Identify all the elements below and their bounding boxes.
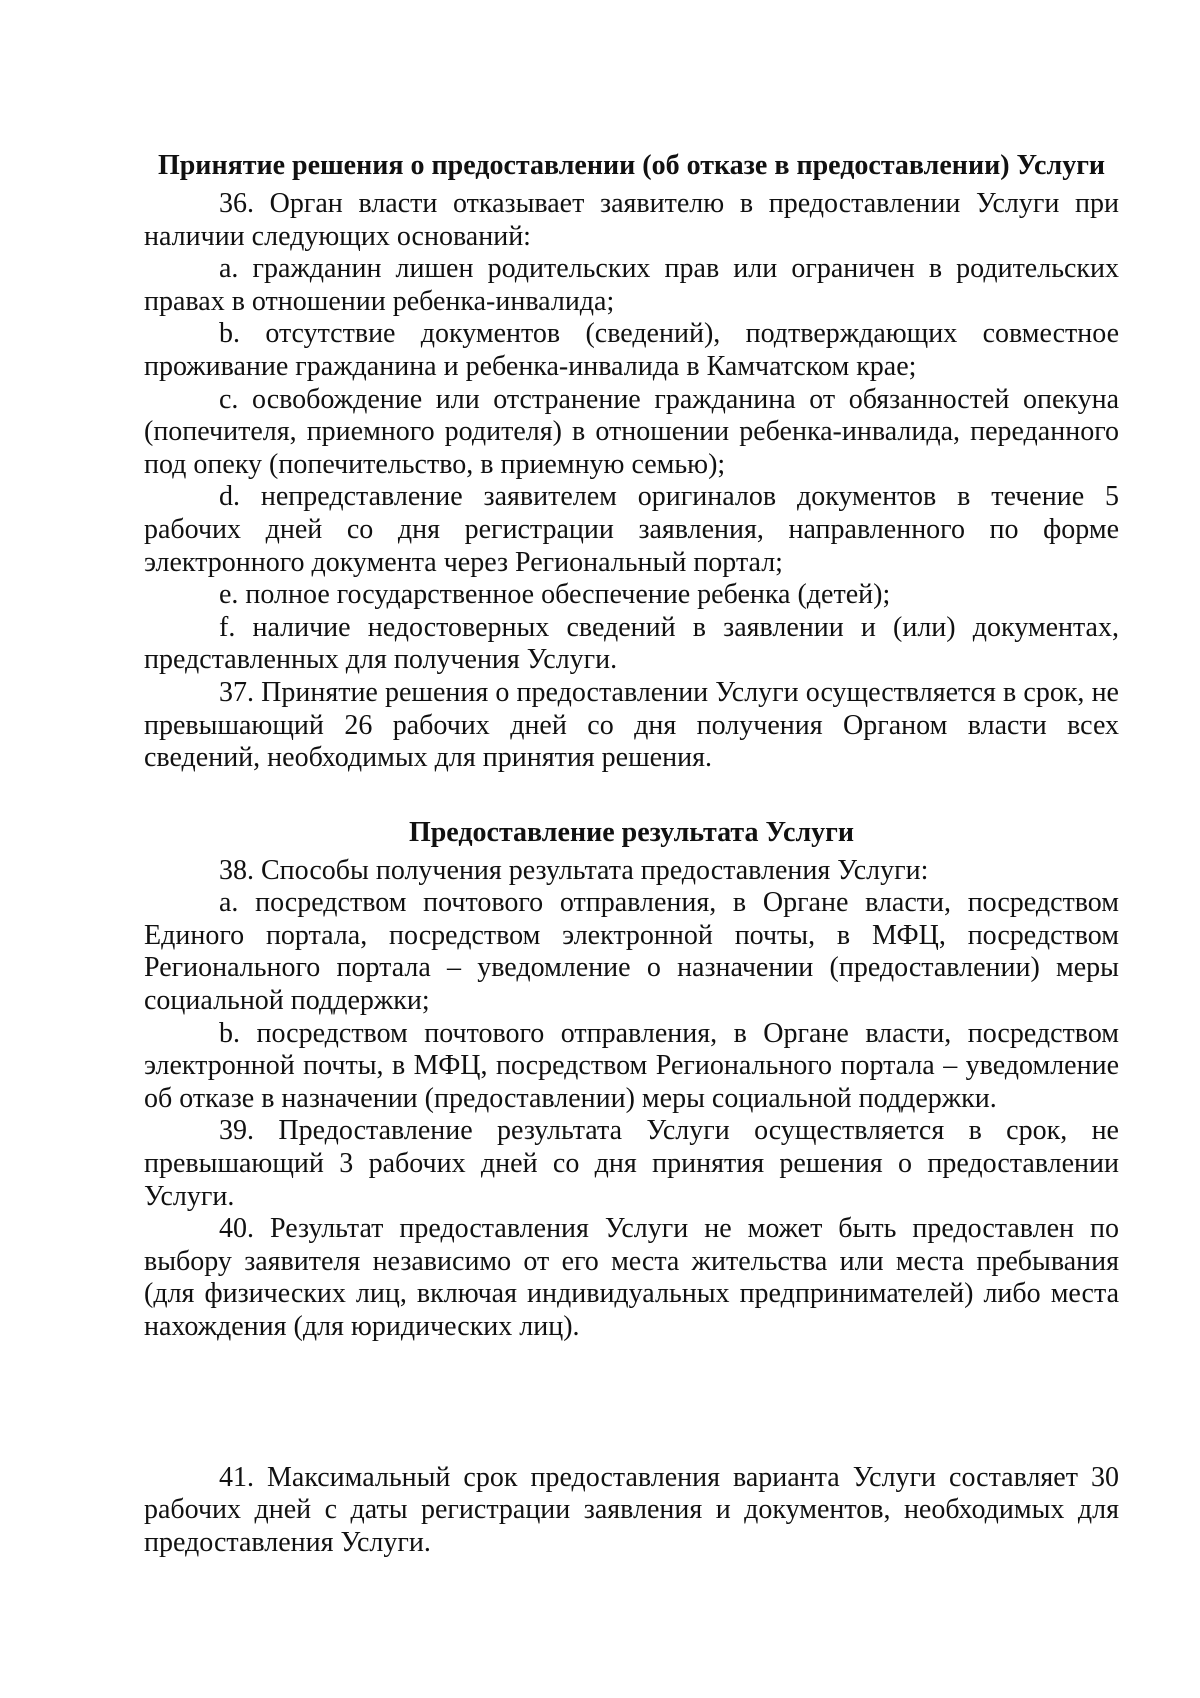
list-item-36-b: b. отсутствие документов (сведений), подтверждающих совместное проживание гражданина и ребенка-инвалида в Камчатском крае;	[144, 318, 1119, 382]
list-item-36-a: a. гражданин лишен родительских прав или ограничен в родительских правах в отношении ребенка-инвалида;	[144, 253, 1119, 317]
paragraph-40: 40. Результат предоставления Услуги не может быть предоставлен по выбору заявителя независимо от его места жительства или места пребывания (для физических лиц, включая индивидуальных предпринимателей) либо места нахождения (для юридических лиц).	[144, 1213, 1119, 1342]
list-item-38-a: a. посредством почтового отправления, в Органе власти, посредством Единого портала, посредством электронной почты, в МФЦ, посредством Регионального портала – уведомление о назначении (предоставлении) меры социальной поддержки;	[144, 887, 1119, 1017]
document-page	[144, 150, 1119, 1559]
paragraph-41: 41. Максимальный срок предоставления варианта Услуги составляет 30 рабочих дней с даты регистрации заявления и документов, необходимых для предоставления Услуги.	[144, 1461, 1119, 1558]
spacer	[144, 1344, 1119, 1462]
list-item-36-f: f. наличие недостоверных сведений в заявлении и (или) документах, представленных для получения Услуги.	[144, 611, 1119, 676]
paragraph-39: 39. Предоставление результата Услуги осуществляется в срок, не превышающий 3 рабочих дней со дня принятия решения о предоставлении Услуги.	[144, 1115, 1119, 1212]
spacer	[144, 775, 1119, 817]
list-item-36-d: d. непредставление заявителем оригиналов документов в течение 5 рабочих дней со дня регистрации заявления, направленного по форме электронного документа через Региональный портал;	[144, 481, 1119, 578]
section-heading-result: Предоставление результата Услуги	[408, 816, 855, 848]
list-item-36-e: e. полное государственное обеспечение ребенка (детей);	[219, 579, 891, 611]
paragraph-36: 36. Орган власти отказывает заявителю в предоставлении Услуги при наличии следующих оснований:	[144, 188, 1119, 252]
list-item-36-c: c. освобождение или отстранение гражданина от обязанностей опекуна (попечителя, приемного родителя) в отношении ребенка-инвалида, переданного под опеку (попечительство, в приемную семью);	[144, 383, 1119, 480]
list-item-38-b: b. посредством почтового отправления, в Органе власти, посредством электронной почты, в МФЦ, посредством Регионального портала – уведомление об отказе в назначении (предоставлении) меры социальной поддержки.	[144, 1017, 1119, 1114]
paragraph-37: 37. Принятие решения о предоставлении Услуги осуществляется в срок, не превышающий 26 рабочих дней со дня получения Органом власти всех сведений, необходимых для принятия решения.	[144, 676, 1119, 774]
section-heading-decision: Принятие решения о предоставлении (об отказе в предоставлении) Услуги	[157, 150, 1106, 181]
paragraph-38: 38. Способы получения результата предоставления Услуги:	[219, 854, 929, 886]
